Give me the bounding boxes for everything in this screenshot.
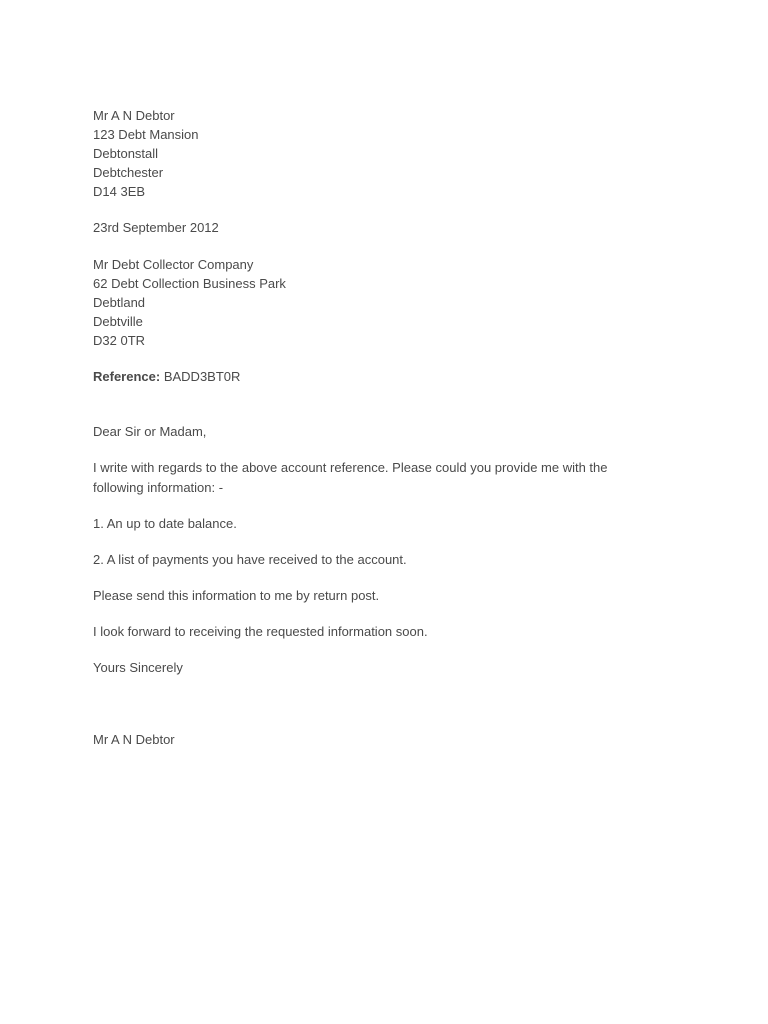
reference-line [93, 367, 653, 386]
letter-document [93, 106, 653, 749]
list-item: 2. A list of payments you have received to the account. [93, 551, 407, 567]
list-item-1-block [93, 514, 653, 533]
reference-label: Reference: [93, 369, 161, 385]
recipient-locality: Debtland [93, 294, 146, 310]
recipient-postcode: D32 0TR [93, 332, 146, 348]
body-intro-block [93, 458, 653, 497]
sender-street: 123 Debt Mansion [93, 127, 199, 143]
salutation: Dear Sir or Madam, [93, 424, 207, 440]
sender-town: Debtchester [93, 165, 164, 181]
recipient-street: 62 Debt Collection Business Park [93, 275, 286, 291]
request-block [93, 586, 653, 605]
recipient-address [93, 255, 653, 350]
letter-date: 23rd September 2012 [93, 220, 219, 236]
sender-address [93, 106, 653, 201]
signoff-block [93, 658, 653, 677]
list-item-2-block [93, 550, 653, 569]
body-intro: I write with regards to the above account reference. Please could you provide me with the following information: - [93, 460, 608, 495]
signoff: Yours Sincerely [93, 660, 183, 676]
closing-paragraph: I look forward to receiving the requested information soon. [93, 624, 428, 640]
list-item: 1. An up to date balance. [93, 515, 237, 531]
recipient-town: Debtville [93, 313, 143, 329]
sender-name: Mr A N Debtor [93, 108, 175, 123]
reference-value: BADD3BT0R [163, 369, 241, 385]
salutation-block [93, 422, 653, 441]
recipient-name: Mr Debt Collector Company [93, 256, 254, 272]
sender-locality: Debtonstall [93, 146, 159, 162]
sender-postcode: D14 3EB [93, 184, 146, 200]
signature-block [93, 730, 653, 749]
closing-line-block [93, 622, 653, 641]
signature-name: Mr A N Debtor [93, 732, 175, 748]
letter-date-block [93, 218, 653, 237]
request-paragraph: Please send this information to me by return post. [93, 588, 380, 603]
